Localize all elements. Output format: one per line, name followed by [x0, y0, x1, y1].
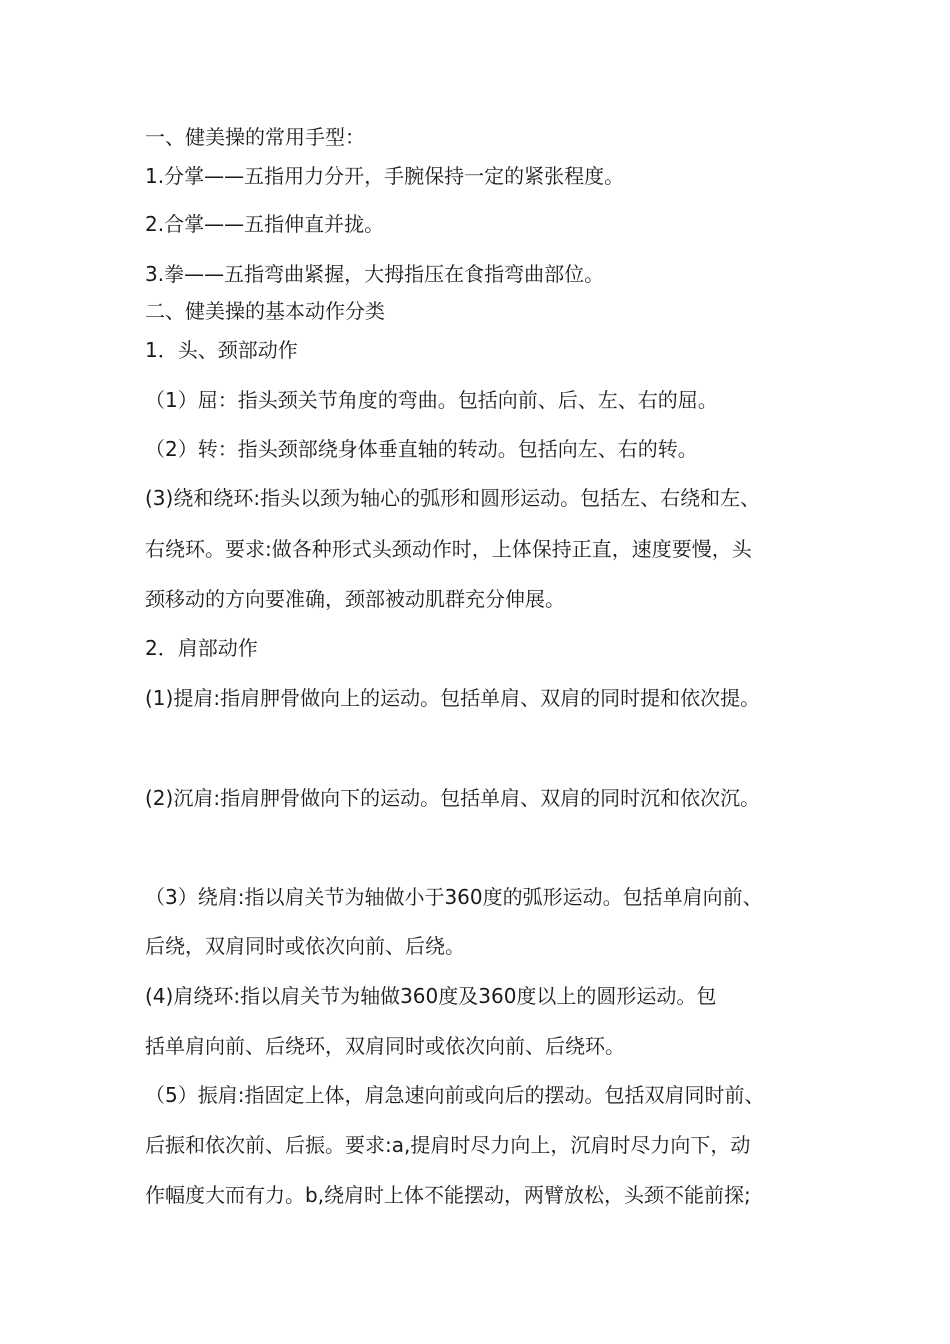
- paragraph-line: 括单肩向前、后绕环，双肩同时或依次向前、后绕环。: [145, 1034, 625, 1058]
- paragraph-line: (2)沉肩:指肩胛骨做向下的运动。包括单肩、双肩的同时沉和依次沉。: [145, 786, 761, 810]
- paragraph-line: （5）振肩:指固定上体，肩急速向前或向后的摆动。包括双肩同时前、: [145, 1083, 765, 1107]
- paragraph-line: (1)提肩:指肩胛骨做向上的运动。包括单肩、双肩的同时提和依次提。: [145, 686, 761, 710]
- section-heading-basic-moves: 二、健美操的基本动作分类: [145, 299, 385, 323]
- paragraph-line: 2.合掌——五指伸直并拢。: [145, 212, 385, 236]
- paragraph-line: (4)肩绕环:指以肩关节为轴做360度及360度以上的圆形运动。包: [145, 984, 717, 1008]
- paragraph-line: 1.分掌——五指用力分开，手腕保持一定的紧张程度。: [145, 164, 625, 188]
- paragraph-line: （1）屈：指头颈关节角度的弯曲。包括向前、后、左、右的屈。: [145, 388, 718, 412]
- paragraph-line: 后振和依次前、后振。要求:a,提肩时尽力向上，沉肩时尽力向下，动: [145, 1133, 751, 1157]
- paragraph-line: 作幅度大而有力。b,绕肩时上体不能摆动，两臂放松，头颈不能前探;: [145, 1183, 751, 1207]
- paragraph-line: 3.拳——五指弯曲紧握，大拇指压在食指弯曲部位。: [145, 262, 605, 286]
- paragraph-line: 颈移动的方向要准确，颈部被动肌群充分伸展。: [145, 587, 565, 611]
- paragraph-line: 右绕环。要求:做各种形式头颈动作时，上体保持正直，速度要慢，头: [145, 537, 752, 561]
- subheading-shoulder: 2．肩部动作: [145, 636, 258, 660]
- paragraph-line: （2）转：指头颈部绕身体垂直轴的转动。包括向左、右的转。: [145, 437, 698, 461]
- paragraph-line: （3）绕肩:指以肩关节为轴做小于360度的弧形运动。包括单肩向前、: [145, 885, 763, 909]
- paragraph-line: (3)绕和绕环:指头以颈为轴心的弧形和圆形运动。包括左、右绕和左、: [145, 486, 761, 510]
- section-heading-hand-shapes: 一、健美操的常用手型：: [145, 125, 365, 149]
- subheading-head-neck: 1．头、颈部动作: [145, 338, 298, 362]
- paragraph-line: 后绕，双肩同时或依次向前、后绕。: [145, 934, 465, 958]
